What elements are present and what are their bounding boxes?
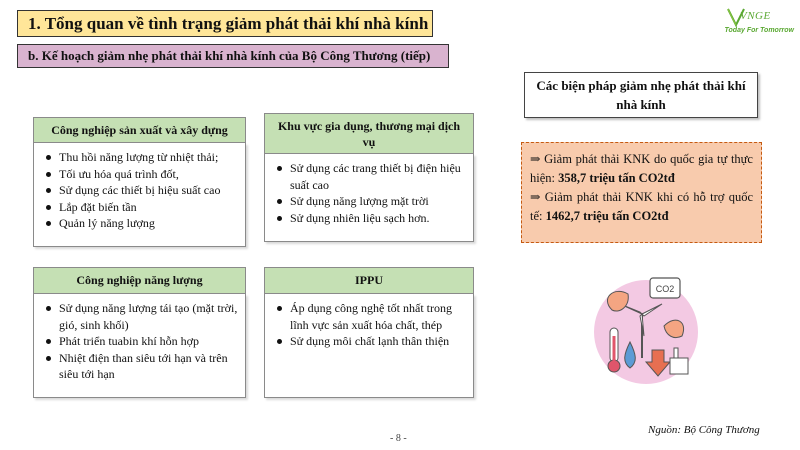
measure-list	[273, 160, 467, 226]
card-manufacturing	[33, 117, 246, 247]
target-value: 1462,7 triệu tấn CO2tđ	[545, 209, 669, 223]
list-item: Tối ưu hóa quá trình đốt,	[42, 166, 239, 183]
source-note: Nguồn: Bộ Công Thương	[648, 424, 760, 436]
card-households-commerce	[264, 113, 474, 242]
list-item: Thu hồi năng lượng từ nhiệt thải;	[42, 149, 239, 166]
list-item: Quản lý năng lượng	[42, 215, 239, 232]
list-item: Nhiệt điện than siêu tới hạn và trên siêu tới hạn	[42, 350, 239, 383]
card-heading: Công nghiệp năng lượng	[33, 267, 246, 294]
target-prefix: ⇒ Giảm phát thải KNK do quốc gia tự thực hiện:	[530, 152, 753, 185]
list-item: Sử dụng nhiên liệu sạch hơn.	[273, 210, 467, 227]
vnge-logo	[722, 6, 794, 40]
section-subtitle: b. Kế hoạch giảm nhẹ phát thải khí nhà kính của Bộ Công Thương (tiếp)	[17, 44, 449, 68]
card-heading: IPPU	[264, 267, 474, 294]
list-item: Sử dụng các trang thiết bị điện hiệu suất cao	[273, 160, 467, 193]
page-number: - 8 -	[390, 433, 407, 444]
measure-list	[42, 300, 239, 383]
list-item: Sử dụng các thiết bị hiệu suất cao	[42, 182, 239, 199]
emission-targets-box	[521, 142, 762, 243]
list-item: Sử dụng môi chất lạnh thân thiện	[273, 333, 467, 350]
card-heading: Công nghiệp sản xuất và xây dựng	[33, 117, 246, 143]
measure-list	[42, 149, 239, 232]
card-heading: Khu vực gia dụng, thương mại dịch vụ	[264, 113, 474, 154]
measures-title: Các biện pháp giảm nhẹ phát thải khí nhà kính	[524, 72, 758, 118]
list-item: Lắp đặt biến tần	[42, 199, 239, 216]
target-domestic	[530, 150, 753, 188]
logo-tagline: Today For Tomorrow	[724, 27, 794, 34]
co2-emission-icon	[590, 270, 702, 390]
co2-label: CO2	[655, 284, 675, 294]
target-prefix: ⇒ Giảm phát thải KNK khi có hỗ trợ quốc tế:	[530, 190, 753, 223]
card-energy-industry	[33, 267, 246, 398]
list-item: Phát triển tuabin khí hỗn hợp	[42, 333, 239, 350]
page-title: 1. Tổng quan về tình trạng giảm phát thải khí nhà kính	[17, 10, 433, 37]
card-ippu	[264, 267, 474, 398]
logo-brand: VNGE	[740, 10, 771, 22]
target-value: 358,7 triệu tấn CO2tđ	[558, 171, 675, 185]
target-international	[530, 188, 753, 226]
list-item: Sử dụng năng lượng mặt trời	[273, 193, 467, 210]
list-item: Sử dụng năng lượng tái tạo (mặt trời, gió, sinh khối)	[42, 300, 239, 333]
list-item: Áp dụng công nghệ tốt nhất trong lĩnh vực sản xuất hóa chất, thép	[273, 300, 467, 333]
measure-list	[273, 300, 467, 350]
